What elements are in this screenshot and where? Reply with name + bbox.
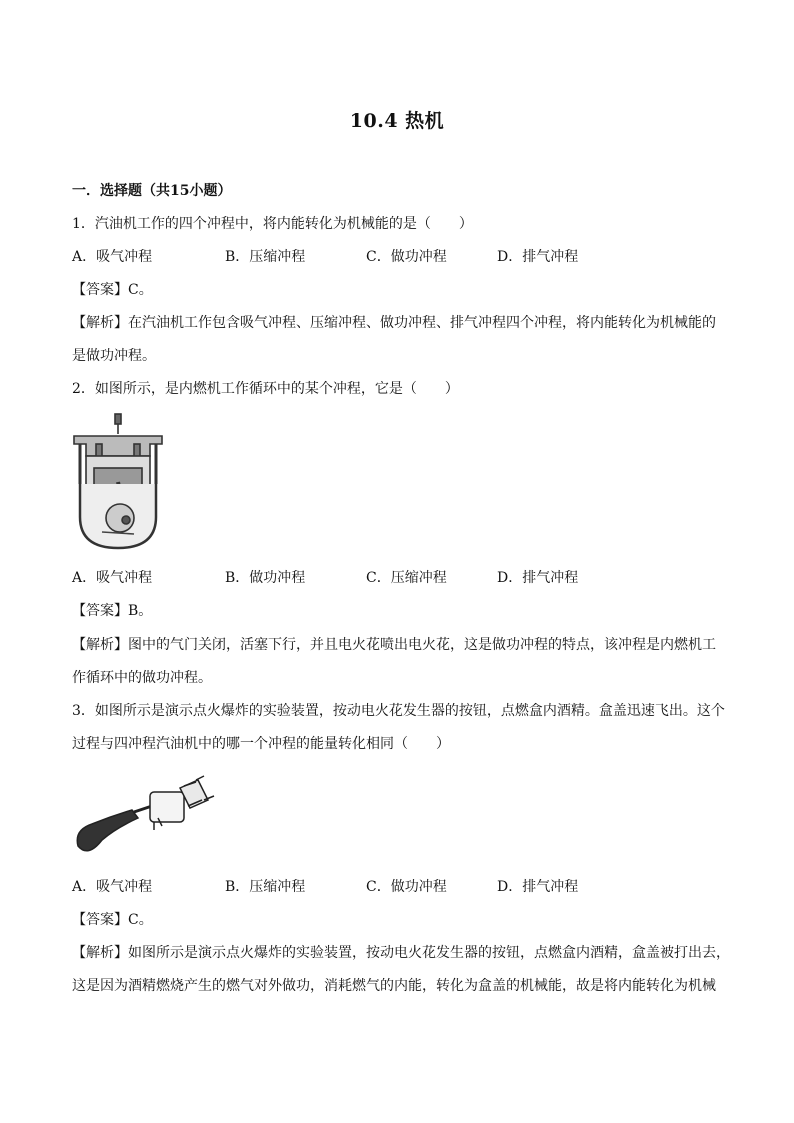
q3-answer: 【答案】C。: [72, 912, 153, 928]
q2-answer: 【答案】B。: [72, 603, 153, 619]
question-2-stem: 2．如图所示，是内燃机工作循环中的某个冲程，它是（ ）: [72, 381, 459, 397]
q3-option-d: D．排气冲程: [497, 879, 579, 895]
section-heading: 一．选择题（共15小题）: [72, 183, 232, 199]
q1-option-c: C．做功冲程: [366, 249, 447, 265]
q1-option-a: A．吸气冲程: [72, 249, 153, 265]
q2-option-a: A．吸气冲程: [72, 570, 153, 586]
engine-cylinder-figure: [72, 412, 167, 552]
q3-analysis-line-2: 这是因为酒精燃烧产生的燃气对外做功，消耗燃气的内能，转化为盒盖的机械能，故是将内能转化为机械: [72, 978, 716, 994]
page-title: 10.4 热机: [349, 110, 445, 132]
q1-option-d: D．排气冲程: [497, 249, 579, 265]
q1-option-b: B．压缩冲程: [225, 249, 306, 265]
q2-option-d: D．排气冲程: [497, 570, 579, 586]
q1-analysis-line-1: 【解析】在汽油机工作包含吸气冲程、压缩冲程、做功冲程、排气冲程四个冲程，将内能转化为机械能的: [72, 315, 716, 331]
q3-option-c: C．做功冲程: [366, 879, 447, 895]
q2-analysis-line-2: 作循环中的做功冲程。: [72, 670, 212, 686]
q2-analysis-line-1: 【解析】图中的气门关闭，活塞下行，并且电火花喷出电火花，这是做功冲程的特点，该冲程是内燃机工: [72, 637, 716, 653]
q3-option-a: A．吸气冲程: [72, 879, 153, 895]
q2-option-c: C．压缩冲程: [366, 570, 447, 586]
q3-analysis-line-1: 【解析】如图所示是演示点火爆炸的实验装置，按动电火花发生器的按钮，点燃盒内酒精，盒盖被打出去，: [72, 945, 730, 961]
q3-option-b: B．压缩冲程: [225, 879, 306, 895]
spark-explosion-apparatus-figure: [72, 770, 222, 862]
question-3-stem-line-2: 过程与四冲程汽油机中的哪一个冲程的能量转化相同（ ）: [72, 736, 450, 752]
q1-analysis-line-2: 是做功冲程。: [72, 348, 156, 364]
question-1-stem: 1．汽油机工作的四个冲程中，将内能转化为机械能的是（ ）: [72, 216, 473, 232]
q2-option-b: B．做功冲程: [225, 570, 306, 586]
question-3-stem-line-1: 3．如图所示是演示点火爆炸的实验装置，按动电火花发生器的按钮，点燃盒内酒精。盒盖迅速飞出。这个: [72, 703, 725, 719]
q1-answer: 【答案】C。: [72, 282, 153, 298]
